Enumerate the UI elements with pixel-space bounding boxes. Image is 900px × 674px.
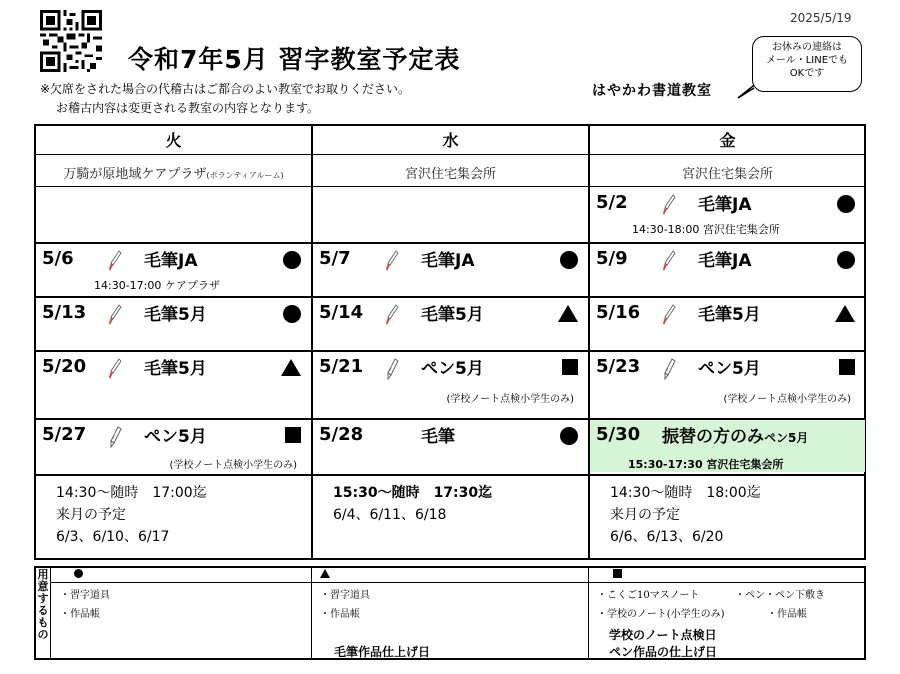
issue-date: 2025/5/19: [790, 11, 852, 25]
lesson-time: 14:30〜随時 18:00迄: [610, 485, 761, 501]
schedule-table: [34, 124, 866, 560]
lesson-course: ペン5月: [698, 359, 761, 379]
lesson-course: 毛筆5月: [421, 305, 484, 325]
lesson-course: 毛筆JA: [144, 251, 198, 271]
day-header-wed: 水: [442, 131, 459, 150]
lesson-date: 5/6: [42, 248, 74, 269]
schedule-cell: [36, 420, 311, 474]
schedule-cell: [313, 298, 588, 350]
contact-bubble: [752, 36, 862, 92]
row-divider: [36, 186, 864, 187]
circle-mark-icon: [560, 251, 578, 269]
lesson-course: [662, 422, 808, 447]
lesson-note: (学校ノート点検小学生のみ): [723, 394, 851, 405]
schedule-cell: [590, 298, 865, 350]
supply-item: ・習字道具: [60, 590, 110, 601]
triangle-mark-icon: [558, 305, 578, 322]
lesson-date: 5/23: [596, 356, 641, 377]
bubble-line: OKです: [789, 68, 825, 79]
lesson-note: (学校ノート点検小学生のみ): [446, 394, 574, 405]
label-char: 用: [37, 568, 49, 581]
lesson-detail: 15:30-17:30 宮沢住宅集会所: [628, 458, 784, 471]
lesson-date: 5/14: [319, 302, 364, 323]
supply-item: ・作品帳: [767, 609, 807, 620]
brush-icon: [108, 250, 122, 272]
triangle-mark-icon: [281, 359, 301, 376]
page-title: 令和7年5月 習字教室予定表: [128, 45, 461, 74]
lesson-course: 毛筆: [421, 427, 455, 447]
wed-footer: [333, 482, 492, 526]
lesson-date: 5/7: [319, 248, 351, 269]
day-header-fri: 金: [719, 131, 736, 150]
row-divider: [36, 474, 864, 476]
lesson-date: 5/20: [42, 356, 87, 377]
label-char: る: [37, 604, 49, 617]
supply-item: ・学校のノート(小学生のみ): [597, 609, 725, 620]
square-mark-icon: [285, 427, 301, 443]
schedule-cell: [313, 352, 588, 418]
next-month-dates: 6/4、6/11、6/18: [333, 507, 447, 523]
lesson-date: 5/27: [42, 424, 87, 445]
circle-mark-icon: [283, 305, 301, 323]
supplies-circle: [50, 568, 311, 658]
label-char: 意: [37, 580, 49, 593]
schedule-cell: [313, 420, 588, 474]
location-wed: 宮沢住宅集会所: [404, 167, 496, 182]
lesson-date: 5/13: [42, 302, 87, 323]
lesson-note: (学校ノート点検小学生のみ): [169, 460, 297, 471]
next-month-label: 来月の予定: [610, 507, 680, 523]
supplies-table: [34, 566, 866, 660]
square-mark-icon: [613, 569, 622, 578]
brush-icon: [385, 304, 399, 326]
day-header-tue: 火: [165, 131, 182, 150]
finish-day: 毛筆作品仕上げ日: [334, 645, 431, 659]
schedule-cell-highlight: [590, 420, 865, 472]
schedule-cell: [36, 352, 311, 418]
content-note: お稽古内容は変更される教室の内容となります。: [56, 101, 320, 115]
location-name: 万騎が原地域ケアプラザ: [63, 167, 207, 182]
lesson-date: 5/21: [319, 356, 364, 377]
supply-item: ・こくご10マスノート: [597, 590, 700, 601]
lesson-course: 毛筆5月: [144, 359, 207, 379]
pencil-icon: [108, 426, 122, 448]
square-mark-icon: [839, 359, 855, 375]
schedule-cell: [590, 352, 865, 418]
lesson-date: 5/16: [596, 302, 641, 323]
next-month-dates: 6/3、6/10、6/17: [56, 529, 170, 545]
circle-mark-icon: [837, 195, 855, 213]
lesson-date: 5/28: [319, 424, 364, 445]
lesson-detail: 14:30-17:00 ケアプラザ: [94, 279, 220, 292]
location-tue: [36, 163, 311, 182]
supplies-square: [589, 568, 865, 658]
lesson-detail: 14:30-18:00 宮沢住宅集会所: [632, 223, 780, 236]
next-month-label: 来月の予定: [56, 507, 126, 523]
lesson-course-sub: ペン5月: [764, 431, 809, 445]
circle-mark-icon: [560, 427, 578, 445]
bubble-line: メール・LINEでも: [765, 55, 849, 66]
schedule-cell: [313, 244, 588, 296]
brush-icon: [662, 304, 676, 326]
schedule-cell: [36, 244, 311, 296]
lesson-course: 毛筆JA: [698, 251, 752, 271]
next-month-dates: 6/6、6/13、6/20: [610, 529, 724, 545]
row-divider: [36, 154, 864, 155]
lesson-course-main: 振替の方のみ: [662, 427, 764, 447]
pencil-icon: [662, 358, 676, 380]
brush-icon: [385, 250, 399, 272]
lesson-date: 5/30: [596, 424, 641, 445]
circle-mark-icon: [837, 251, 855, 269]
brush-icon: [662, 250, 676, 272]
lesson-course: ペン5月: [421, 359, 484, 379]
bubble-line: お休みの連絡は: [772, 42, 842, 53]
lesson-course: 毛筆5月: [698, 305, 761, 325]
triangle-mark-icon: [320, 569, 330, 578]
lesson-course: ペン5月: [144, 427, 207, 447]
schedule-cell: [36, 298, 311, 350]
location-room: (ボランティアルーム): [206, 171, 284, 180]
pencil-icon: [385, 358, 399, 380]
supply-item: ・作品帳: [320, 609, 360, 620]
lesson-course: 毛筆JA: [421, 251, 475, 271]
brush-icon: [108, 304, 122, 326]
label-char: の: [37, 628, 49, 641]
pen-finish-day: ペン作品の仕上げ日: [609, 645, 718, 659]
label-char: も: [37, 616, 49, 629]
schedule-cell: [590, 244, 865, 296]
lesson-course: 毛筆5月: [144, 305, 207, 325]
supplies-label: [36, 568, 51, 658]
supply-item: ・習字道具: [320, 590, 370, 601]
tue-footer: [56, 482, 207, 548]
lesson-course: 毛筆JA: [698, 195, 752, 215]
supply-item: ・作品帳: [60, 609, 100, 620]
absence-note: ※欠席をされた場合の代稽古はご都合のよい教室でお取りください。: [40, 82, 411, 96]
school-name: はやかわ書道教室: [592, 83, 712, 99]
brush-icon: [108, 358, 122, 380]
note-check-day: 学校のノート点検日: [609, 628, 717, 642]
lesson-time: 14:30〜随時 17:00迄: [56, 485, 207, 501]
brush-icon: [662, 194, 676, 216]
square-mark-icon: [562, 359, 578, 375]
lesson-date: 5/2: [596, 192, 628, 213]
circle-mark-icon: [74, 569, 83, 578]
supply-item: ・ペン・ペン下敷き: [735, 590, 825, 601]
lesson-time: 15:30〜随時 17:30迄: [333, 485, 493, 501]
qr-code: [40, 10, 102, 72]
location-fri: 宮沢住宅集会所: [681, 167, 773, 182]
triangle-mark-icon: [835, 305, 855, 322]
supplies-triangle: [312, 568, 588, 658]
lesson-date: 5/9: [596, 248, 628, 269]
fri-footer: [610, 482, 761, 548]
schedule-cell: [590, 188, 865, 242]
label-char: す: [37, 592, 49, 605]
circle-mark-icon: [283, 251, 301, 269]
